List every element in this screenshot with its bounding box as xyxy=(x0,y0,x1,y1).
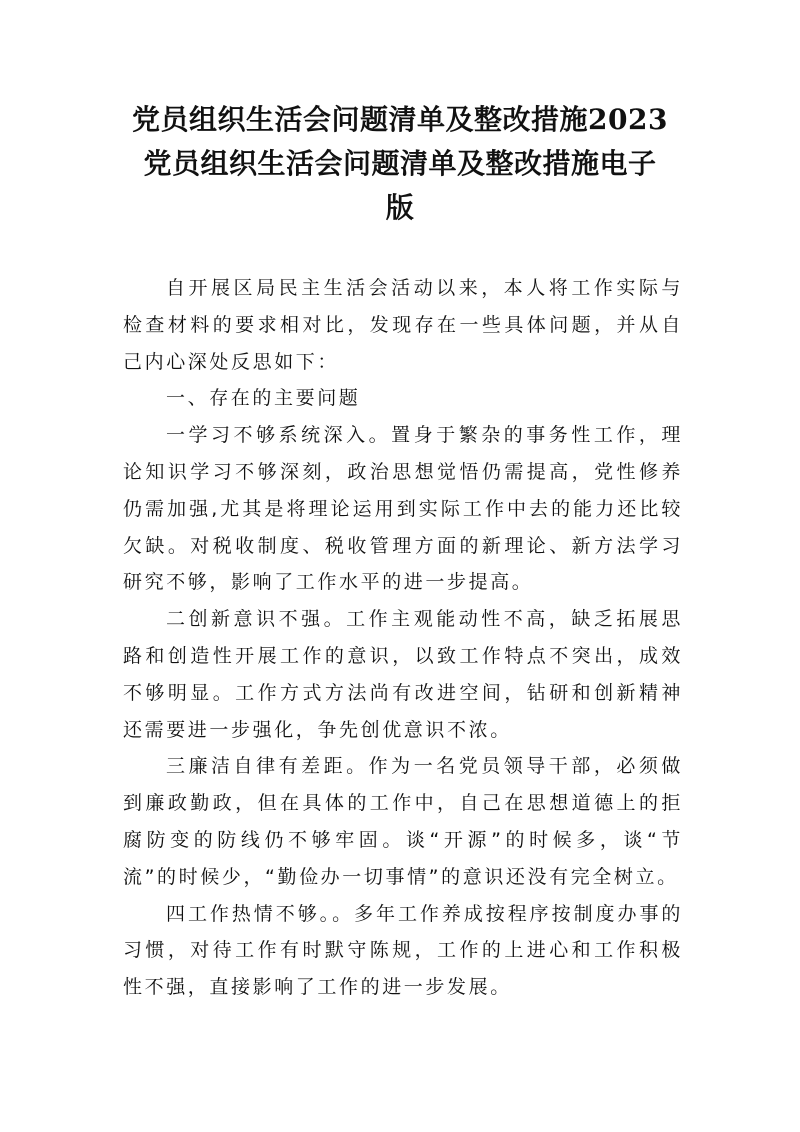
title-line: 版 xyxy=(385,191,415,224)
body-paragraph: 一学习不够系统深入。置身于繁杂的事务性工作，理论知识学习不够深刻，政治思想觉悟仍需提高，党性修养仍需加强,尤其是将理论运用到实际工作中去的能力还比较欠缺。对税收制度、税收管理方面的新理论、新方法学习研究不够，影响了工作水平的进一步提高。 xyxy=(123,424,683,594)
intro-paragraph: 自开展区局民主生活会活动以来，本人将工作实际与检查材料的要求相对比，发现存在一些具体问题，并从自己内心深处反思如下： xyxy=(123,277,683,373)
body-paragraph: 二创新意识不强。工作主观能动性不高，缺乏拓展思路和创造性开展工作的意识，以致工作特点不突出，成效不够明显。工作方式方法尚有改进空间，钻研和创新精神还需要进一步强化，争先创优意识不浓。 xyxy=(123,608,683,741)
title-line: 党员组织生活会问题清单及整改措施2023 xyxy=(132,103,668,136)
body-paragraph: 三廉洁自律有差距。作为一名党员领导干部，必须做到廉政勤政，但在具体的工作中，自己在思想道德上的拒腐防变的防线仍不够牢固。谈“开源”的时候多，谈“节流”的时候少，“勤俭办一切事情”的意识还没有完全树立。 xyxy=(123,755,683,888)
body-paragraph: 四工作热情不够。。多年工作养成按程序按制度办事的习惯，对待工作有时默守陈规，工作的上进心和工作积极性不强，直接影响了工作的进一步发展。 xyxy=(123,902,683,999)
title-line: 党员组织生活会问题清单及整改措施电子 xyxy=(143,147,657,180)
section-heading: 一、存在的主要问题 xyxy=(166,387,361,410)
document-title xyxy=(100,98,700,230)
document-body xyxy=(123,270,683,1006)
